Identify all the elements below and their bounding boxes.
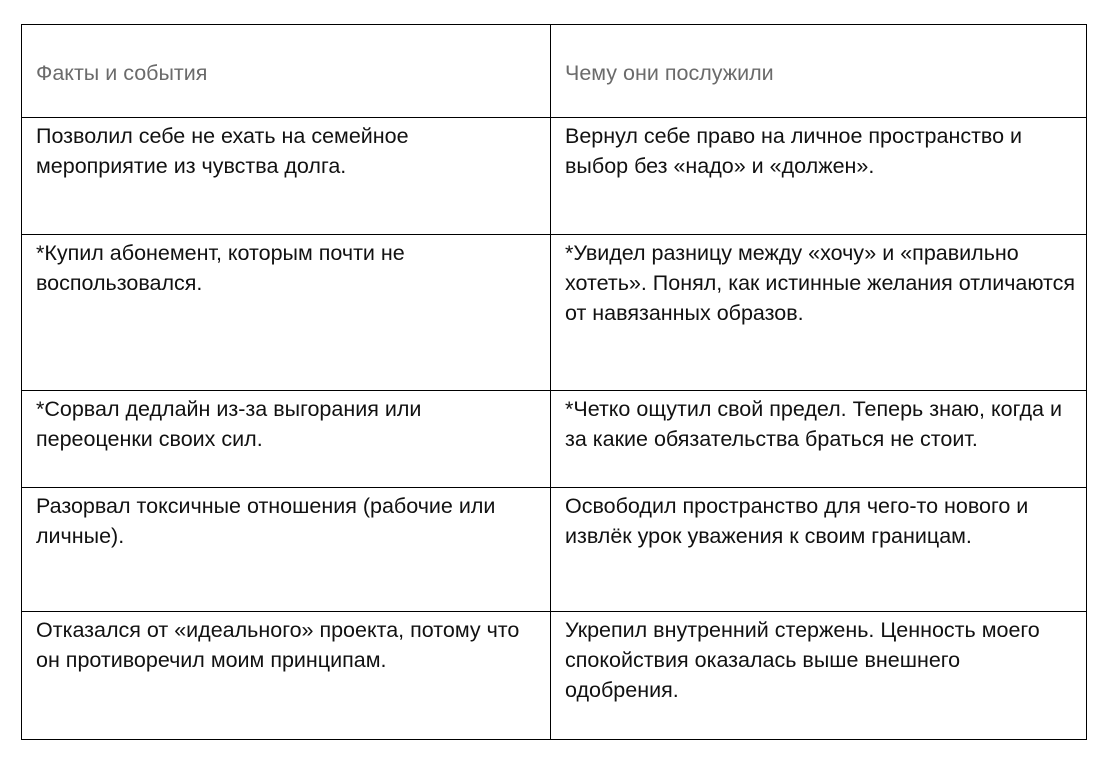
header-facts: Факты и события — [22, 25, 551, 118]
facts-table — [21, 24, 1087, 740]
fact-cell: *Купил абонемент, которым почти не воспользовался. — [22, 235, 551, 391]
purpose-cell: Укрепил внутренний стержень. Ценность моего спокойствия оказалась выше внешнего одобрения. — [551, 612, 1087, 740]
purpose-cell: Вернул себе право на личное пространство и выбор без «надо» и «должен». — [551, 118, 1087, 235]
purpose-cell: *Четко ощутил свой предел. Теперь знаю, когда и за какие обязательства браться не стоит. — [551, 391, 1087, 488]
fact-cell: *Сорвал дедлайн из-за выгорания или переоценки своих сил. — [22, 391, 551, 488]
fact-cell: Позволил себе не ехать на семейное мероприятие из чувства долга. — [22, 118, 551, 235]
purpose-cell: Освободил пространство для чего-то нового и извлёк урок уважения к своим границам. — [551, 488, 1087, 612]
fact-cell: Отказался от «идеального» проекта, потому что он противоречил моим принципам. — [22, 612, 551, 740]
purpose-cell: *Увидел разницу между «хочу» и «правильно хотеть». Понял, как истинные желания отличаются от навязанных образов. — [551, 235, 1087, 391]
header-purpose: Чему они послужили — [551, 25, 1087, 118]
table-header-row — [22, 25, 1087, 118]
table-row — [22, 235, 1087, 391]
table-row — [22, 488, 1087, 612]
table-row — [22, 118, 1087, 235]
fact-cell: Разорвал токсичные отношения (рабочие или личные). — [22, 488, 551, 612]
table-row — [22, 612, 1087, 740]
table-row — [22, 391, 1087, 488]
